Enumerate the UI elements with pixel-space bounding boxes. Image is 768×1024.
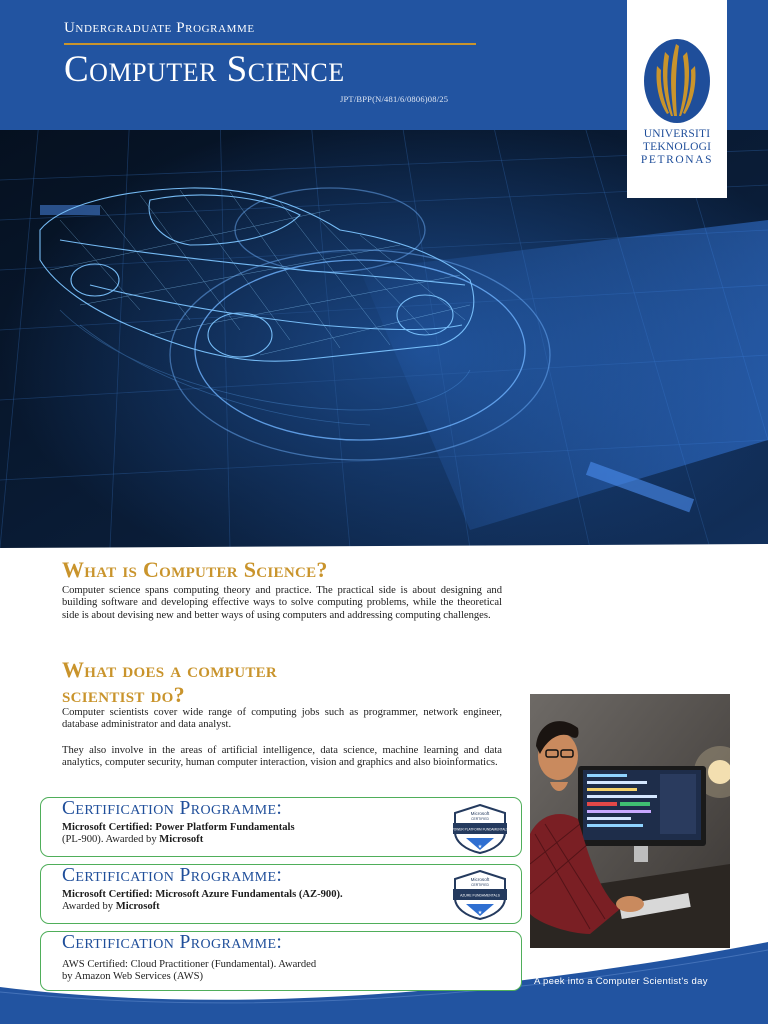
certification-description <box>62 822 442 847</box>
section-body-what-is: Computer science spans computing theory and practice. The practical side is about designing and building software and developing effective ways to solve computing problems, while the theoretical side is about devising new and better ways of using computers and addressing computing challenges. <box>62 585 502 621</box>
programme-label: Undergraduate Programme <box>64 20 255 36</box>
badge-label: POWER PLATFORM FUNDAMENTALS <box>452 827 508 832</box>
section-body-what-does-1: Computer scientists cover wide range of computing jobs such as programmer, network engineer, database administrator and data analyst. <box>62 707 502 731</box>
certification-description <box>62 959 442 984</box>
azure-fundamentals-badge-icon <box>452 870 508 920</box>
section-heading-what-does-2: scientist do? <box>62 682 185 707</box>
certification-detail: (PL-900). Awarded by <box>62 834 160 846</box>
certification-awarder: Microsoft <box>115 901 160 913</box>
accreditation-reference: JPT/BPP(N/481/6/0806)08/25 <box>340 94 449 104</box>
photo-computer-scientist <box>530 694 730 948</box>
page-title: Computer Science <box>64 49 345 90</box>
header-divider <box>64 43 476 45</box>
certification-title: Certification Programme: <box>62 865 283 886</box>
university-logo <box>627 0 727 198</box>
logo-text-petronas: PETRONAS <box>640 154 714 166</box>
section-body-what-does-2: They also involve in the areas of artificial intelligence, data science, machine learning and data analytics, computer security, human computer interaction, vision and graphics and also bioinformatics. <box>62 745 502 769</box>
certification-card-aws <box>40 931 522 991</box>
certification-name: Microsoft Certified: Microsoft Azure Fundamentals (AZ-900). <box>62 889 343 900</box>
photo-caption: A peek into a Computer Scientist's day <box>534 976 708 987</box>
utp-emblem-icon <box>643 38 711 124</box>
certification-title: Certification Programme: <box>62 932 283 953</box>
certification-description <box>62 889 442 914</box>
certification-name: Microsoft Certified: Power Platform Fundamentals <box>62 822 295 833</box>
certification-line-1: AWS Certified: Cloud Practitioner (Fundamental). Awarded <box>62 959 317 970</box>
certification-line-2: by Amazon Web Services (AWS) <box>62 971 204 983</box>
badge-sub: CERTIFIED <box>471 817 489 821</box>
svg-text:★: ★ <box>477 910 483 916</box>
certification-awarder: Microsoft <box>159 834 204 846</box>
badge-brand: Microsoft <box>470 877 490 882</box>
certification-detail: Awarded by <box>62 901 116 913</box>
certification-card-azure <box>40 864 522 924</box>
badge-brand: Microsoft <box>470 811 490 816</box>
content-top-edge <box>0 520 768 550</box>
certification-card-power-platform <box>40 797 522 857</box>
section-heading-what-does-1: What does a computer <box>62 657 278 682</box>
badge-label: AZURE FUNDAMENTALS <box>460 893 500 898</box>
svg-text:★: ★ <box>477 844 483 850</box>
certification-title: Certification Programme: <box>62 798 283 819</box>
section-heading-what-is: What is Computer Science? <box>62 557 328 582</box>
power-platform-badge-icon <box>452 804 508 854</box>
badge-sub: CERTIFIED <box>471 883 489 887</box>
logo-text-universiti: UNIVERSITI <box>643 128 711 140</box>
logo-text-teknologi: TEKNOLOGI <box>642 141 712 153</box>
